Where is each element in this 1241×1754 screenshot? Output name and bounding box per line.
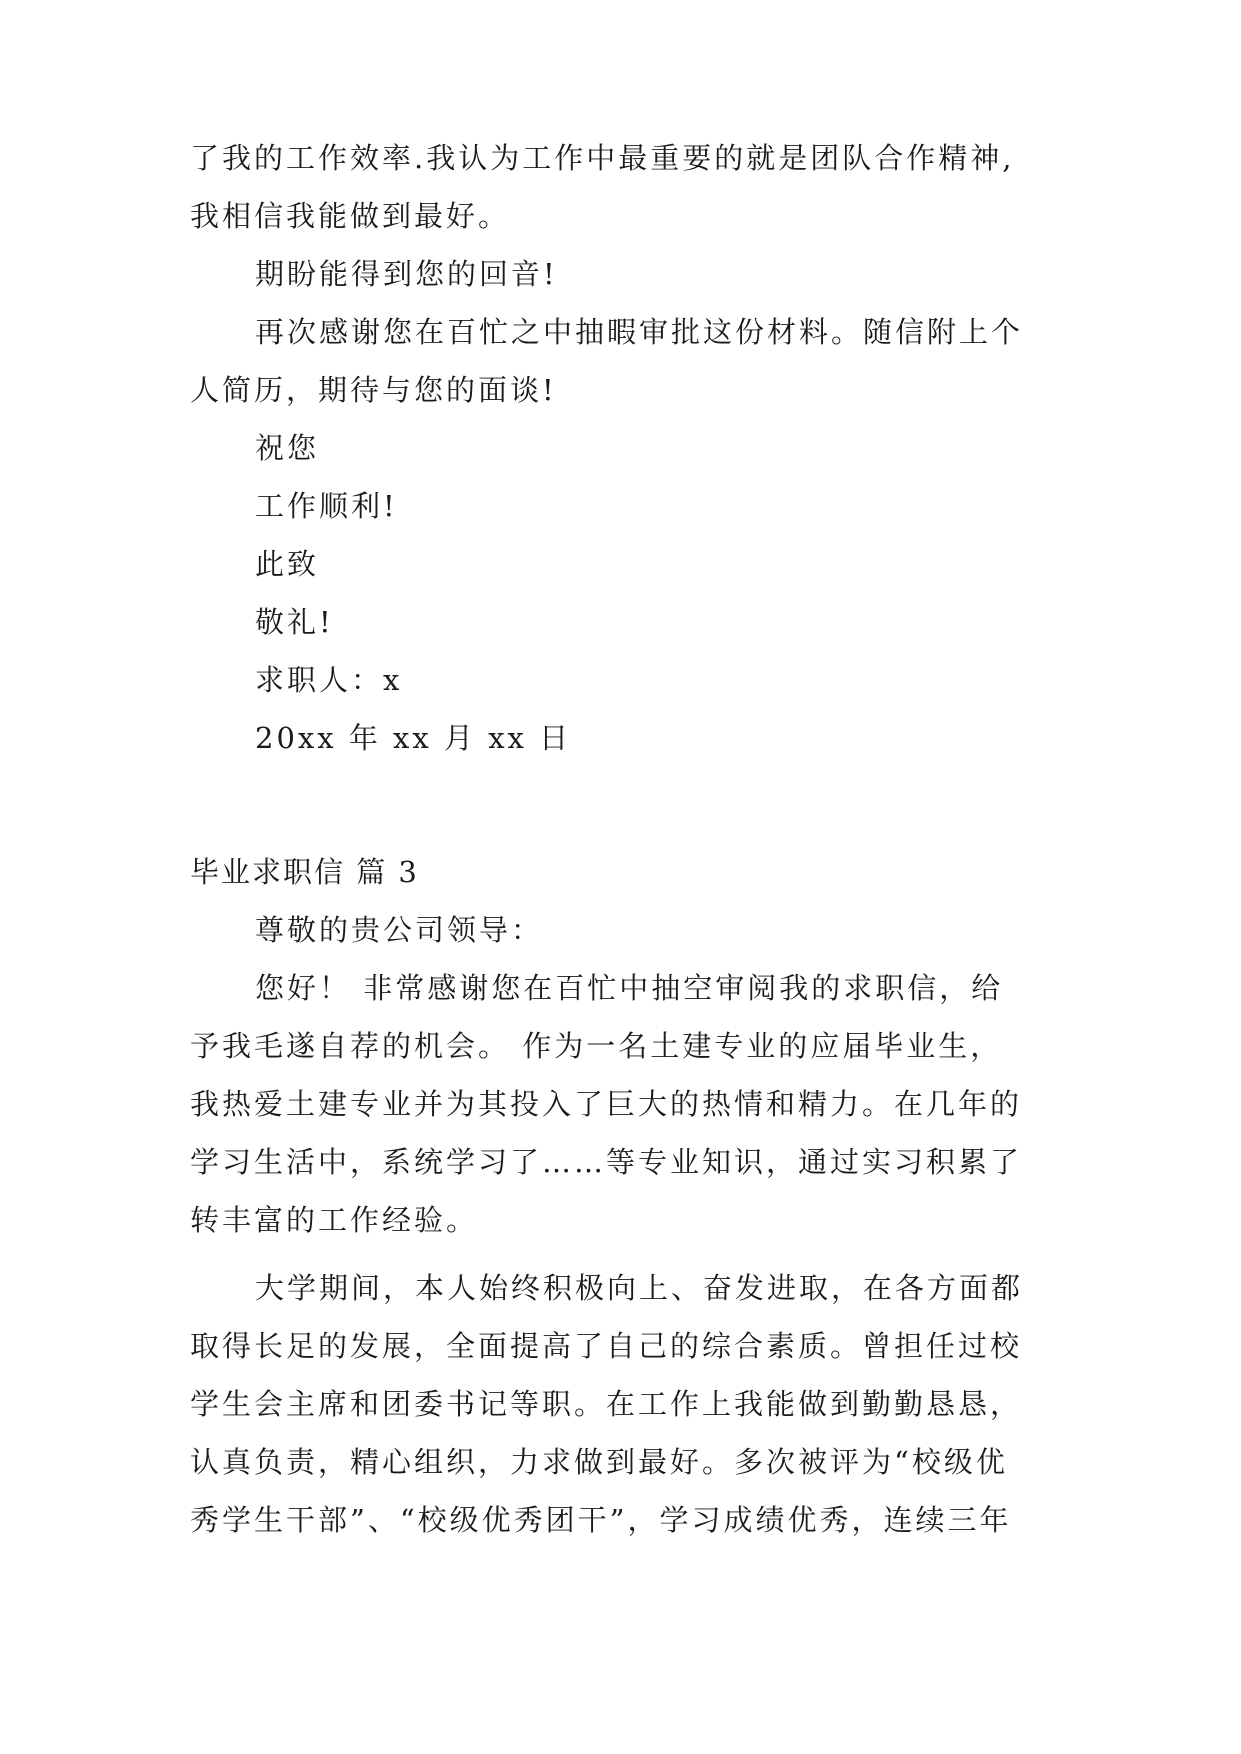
paragraph-line: 转丰富的工作经验。 [190,1203,479,1237]
closing-line: 此致 [255,547,320,581]
paragraph-line: 取得长足的发展，全面提高了自己的综合素质。曾担任过校 [190,1329,1023,1363]
paragraph-line: 我热爱土建专业并为其投入了巨大的热情和精力。在几年的 [190,1087,1023,1121]
closing-line: 祝您 [255,431,320,465]
paragraph-line: 大学期间，本人始终积极向上、奋发进取，在各方面都 [255,1271,1024,1305]
paragraph-line: 人简历，期待与您的面谈! [190,373,557,407]
paragraph-line: 再次感谢您在百忙之中抽暇审批这份材料。随信附上个 [255,315,1024,349]
paragraph-line: 学习生活中，系统学习了……等专业知识，通过实习积累了 [190,1145,1023,1179]
date-line: 20xx 年 xx 月 xx 日 [255,721,572,755]
paragraph-line: 学生会主席和团委书记等职。在工作上我能做到勤勤恳恳， [190,1387,1023,1421]
signature-line: 求职人：x [255,663,403,697]
salutation-line: 尊敬的贵公司领导： [255,913,544,947]
paragraph-line: 了我的工作效率.我认为工作中最重要的就是团队合作精神, [190,141,1015,175]
paragraph-line: 您好！ 非常感谢您在百忙中抽空审阅我的求职信，给 [255,971,1004,1005]
closing-line: 敬礼! [255,605,334,639]
section-heading: 毕业求职信 篇 3 [190,855,419,889]
paragraph-line: 予我毛遂自荐的机会。 作为一名土建专业的应届毕业生， [190,1029,1003,1063]
paragraph-line: 我相信我能做到最好。 [190,199,511,233]
paragraph-line: 认真负责，精心组织，力求做到最好。多次被评为“校级优 [190,1445,1008,1479]
paragraph-line: 秀学生干部”、“校级优秀团干”，学习成绩优秀，连续三年 [190,1503,1012,1537]
paragraph-line: 期盼能得到您的回音! [255,257,558,291]
closing-line: 工作顺利! [255,489,398,523]
